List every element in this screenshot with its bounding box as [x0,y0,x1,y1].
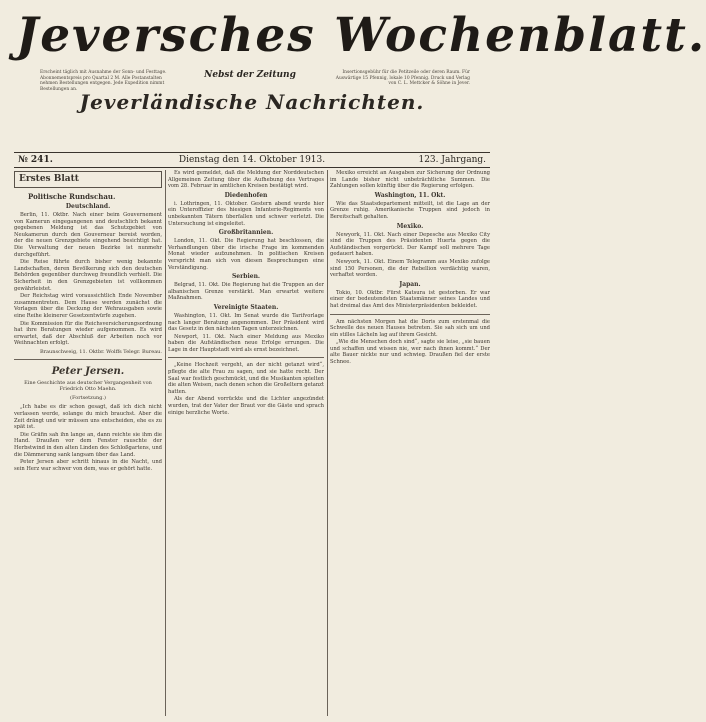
column-divider [327,170,328,716]
serial-title: Peter Jersen. [51,366,125,378]
serial-paragraph: Die Gräfin sah ihn lange an, dann reichte sie ihm die Hand. Draußen vor dem Fenster rauschte der Herbstwind in den alten Linden des Schloßgartens, und die Dämmerung sank langsam über das Land. [14,431,162,458]
article-paragraph: Washington, 11. Okt. Im Senat wurde die Tarifvorlage nach langer Beratung angenommen. Der Präsident wird das Gesetz in den nächsten Tagen unterzeichnen. [168,312,324,333]
subscription-notice: Erscheint täglich mit Ausnahme der Sonn- und Festtage. Abonnementspreis pro Quartal 2 M. Alle Postanstalten nehmen Bestellungen entgegen. Jede Expedition nimmt Bestellungen an. [40,70,167,92]
section-heading: Erstes Blatt [14,171,162,188]
masthead-nebst: Nebst der Zeitung [204,70,296,80]
column-3 [330,170,490,716]
subheading-britain: Großbritannien. [218,229,274,237]
subheading-mexico: Mexiko. [396,222,424,230]
serial-paragraph: Am nächsten Morgen hat die Doris zum erstenmal die Schwelle des neuen Hauses betreten. Sie sah sich um und ein stilles Lächeln lag auf ihrem Gesicht. [330,318,490,338]
city-heading: Diedenhofen [224,191,268,199]
subheading-usa: Vereinigte Staaten. [213,303,279,311]
article-paragraph: Berlin, 11. Oktbr. Nach einer beim Gouvernement von Kamerun eingegangenen und deutschlich bekannt gegebenen Meldung ist das Schutzgebiet von Neukamerun durch den Gouverneur bereist worden, der die neuen Grenzgebiete eingehend besichtigt hat. Die Verwaltung der neuen Bezirke ist nunmehr durchgeführt. [14,212,162,258]
article-paragraph: Es wird gemeldet, daß die Meldung der Norddeutschen Allgemeinen Zeitung über die Aufhebung des Vertrages vom 28. Februar in amtlichen Kreisen bestätigt wird. [168,170,324,190]
serial-paragraph: „Wie die Menschen doch sind“, sagte sie leise, „sie bauen und schaffen und wissen nie, wer nach ihnen kommt.“ Der alte Bauer nickte nur und schwieg. Draußen fiel der erste Schnee. [330,339,490,366]
article-paragraph: London, 11. Okt. Die Regierung hat beschlossen, die Verhandlungen über die irische Frage im kommenden Monat wieder aufzunehmen. In politischen Kreisen verspricht man sich von diesen Besprechungen eine Verständigung. [168,238,324,271]
serial-paragraph: „Ich habe es dir schon gesagt, daß ich dich nicht verlassen werde, solange du mich brauchst. Aber die Zeit drängt und wir müssen uns entscheiden, ehe es zu spät ist. [14,404,162,431]
article-signature: Braunschweig, 11. Oktbr. Wolffs Telegr. Bureau. [39,348,162,355]
serial-paragraph: Peter Jersen aber schritt hinaus in die Nacht, und sein Herz war schwer von dem, was er gehört hatte. [14,459,162,472]
column-divider [165,170,166,716]
article-paragraph: Die Reise führte durch bisher wenig bekannte Landschaften, deren Bevölkerung sich den deutschen Behörden gegenüber durchweg freundlich verhielt. Die Sicherheit in den Grenzgebieten ist vollkommen gewährleistet. [14,259,162,292]
subheading-serbia: Serbien. [231,273,261,281]
divider [330,314,490,315]
article-paragraph: i. Lothringen, 11. Oktober. Gestern abend wurde hier ein Unteroffizier des hiesigen Infanterie-Regiments von unbekannten Tätern überfallen und schwer verletzt. Die Untersuchung ist eingeleitet. [168,200,324,227]
divider [168,357,324,358]
serial-subtitle: Eine Geschichte aus deutscher Vergangenheit von Friedrich Otto Maehn. [24,380,152,393]
article-paragraph: Belgrad, 11. Okt. Die Regierung hat die Truppen an der albanischen Grenze verstärkt. Man erwartet weitere Maßnahmen. [168,282,324,302]
politics-heading: Politische Rundschau. [28,192,116,201]
article-columns [14,170,490,716]
issue-date: Dienstag den 14. Oktober 1913. [178,155,326,165]
article-paragraph: Mexiko erreicht an Ausgaben zur Sicherung der Ordnung im Lande bisher nicht unbeträchtliche Summen. Die Zahlungen sollen künftig über die Regierung erfolgen. [330,170,490,190]
article-paragraph: Tokio, 10. Oktbr. Fürst Katsura ist gestorben. Er war einer der bedeutendsten Staatsmänner seines Landes und hat dreimal das Amt des Ministerpräsidenten bekleidet. [330,289,490,309]
masthead-title: Jeversches Wochenblatt. [16,8,706,63]
city-heading: Washington, 11. Okt. [374,191,446,199]
serial-paragraph: Als der Abend vorrückte und die Lichter angezündet wurden, trat der Vater der Braut vor die Gäste und sprach einige herzliche Worte. [168,396,324,416]
article-paragraph: Wie das Staatsdepartement mitteilt, ist die Lage an der Grenze ruhig. Amerikanische Truppen sind jedoch in Bereitschaft gehalten. [330,200,490,220]
advertising-notice: Insertionsgebühr für die Petitzeile oder deren Raum. Für Auswärtige 15 Pfennig, lokale 10 Pfennig. Druck und Verlag von C. L. Mettcker & Söhne in Jever. [335,70,470,87]
article-paragraph: Die Kommission für die Reichsversicherungsordnung hat ihre Beratungen wieder aufgenommen. Es wird erwartet, daß der Abschluß der Arbeiten noch vor Weihnachten erfolgt. [14,320,162,347]
masthead-subtitle: Jeverländische Nachrichten. [79,90,425,114]
serial-paragraph: „Keine Hochzeit vergeht, an der nicht getanzt wird“, pflegte die alte Frau zu sagen, und sie hatte recht. Der Saal war festlich geschmückt, und die Musikanten spielten die alten Weisen, nach denen schon die Großeltern getanzt hatten. [168,362,324,395]
subheading-japan: Japan. [399,280,421,288]
issue-number: № 241. [18,155,53,165]
column-2 [168,170,324,716]
article-paragraph: Der Reichstag wird voraussichtlich Ende November zusammentreten. Dem Hause werden zunächst die Vorlagen über die Deckung der Wehrausgaben sowie eine Reihe kleinerer Gesetzentwürfe zugehen. [14,293,162,319]
divider [14,359,162,360]
volume-number: 123. Jahrgang. [418,155,486,165]
column-1 [14,170,162,716]
serial-continuation: (Fortsetzung.) [70,395,106,402]
article-paragraph: Newyork, 11. Okt. Nach einer Depesche aus Mexiko City sind die Truppen des Präsidenten Huerta gegen die Aufständischen vorgerückt. Der Kampf soll mehrere Tage gedauert haben. [330,231,490,258]
article-paragraph: Newyork, 11. Okt. Einem Telegramm aus Mexiko zufolge sind 150 Personen, die der Rebellion verdächtig waren, verhaftet worden. [330,258,490,279]
subheading-germany: Deutschland. [65,203,111,210]
article-paragraph: Newport, 11. Okt. Nach einer Meldung aus Mexiko haben die Aufständischen neue Erfolge errungen. Die Lage in der Hauptstadt wird als ernst bezeichnet. [168,333,324,353]
dateline [14,152,490,168]
